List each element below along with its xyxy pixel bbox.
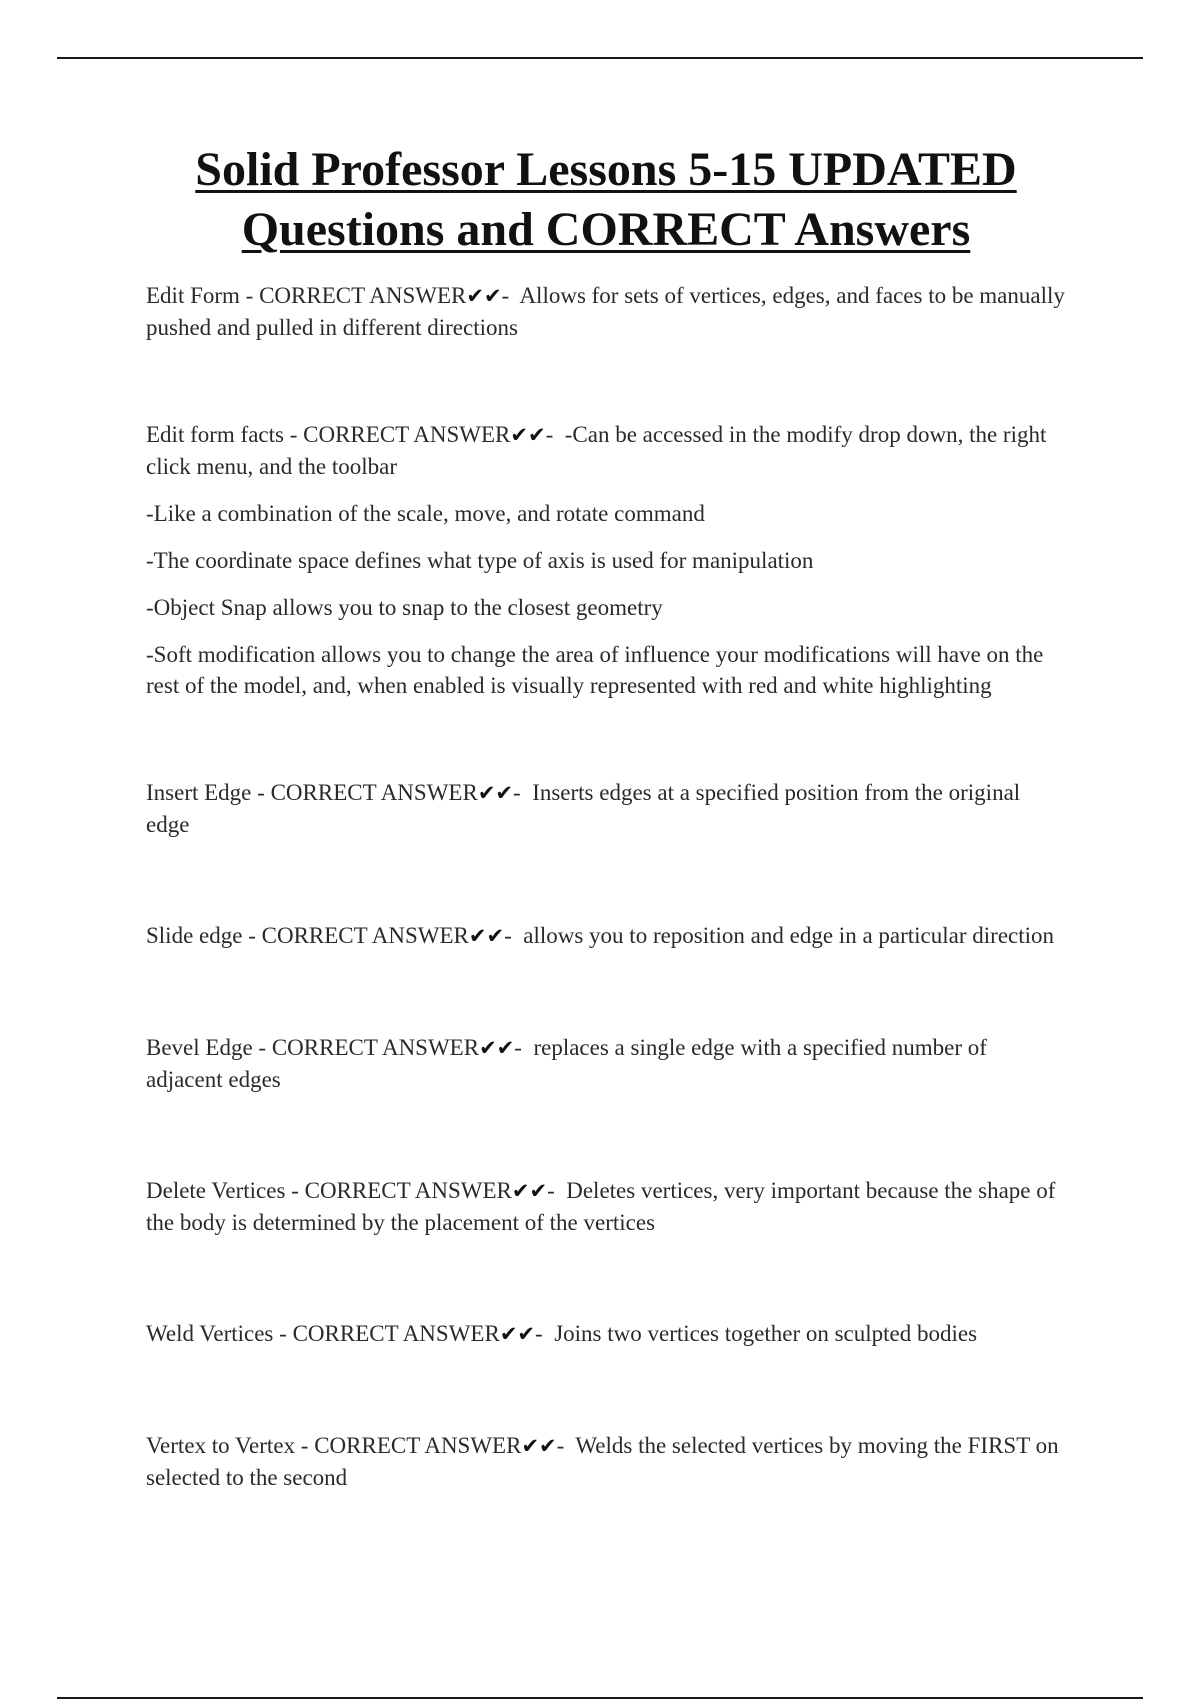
qa-entry-vertex-to-vertex: Vertex to Vertex - CORRECT ANSWER✔✔- Welds the selected vertices by moving the FIRST on selected to the second	[146, 1433, 1065, 1490]
entry-definition: replaces a single edge with a specified number of adjacent edges	[146, 1035, 993, 1092]
qa-entry-edit-form-facts: Edit form facts - CORRECT ANSWER✔✔- -Can be accessed in the modify drop down, the right click menu, and the toolbar -Like a combination of the scale, move, and rotate command -The coordinate space defines what type of axis is used for manipulation -Object Snap allows you to snap to the closest geometry -Soft modification allows you to change the area of influence your modifications will have on the rest of the model, and, when enabled is visually represented with red and white highlighting	[146, 419, 1066, 701]
checkmark-icon: ✔✔	[510, 423, 546, 447]
answer-label: CORRECT ANSWER	[292, 1321, 500, 1346]
entry-definition: Allows for sets of vertices, edges, and faces to be manually pushed and pulled in different directions	[146, 283, 1071, 340]
checkmark-icon: ✔✔	[466, 284, 502, 308]
checkmark-icon: ✔✔	[499, 1322, 536, 1346]
entry-term: Bevel Edge	[146, 1035, 253, 1060]
entry-definition: Welds the selected vertices by moving the FIRST on selected to the second	[146, 1433, 1065, 1490]
fact-paragraph: -The coordinate space defines what type of axis is used for manipulation	[146, 548, 814, 573]
answer-label: CORRECT ANSWER	[259, 283, 467, 308]
checkmark-icon: ✔✔	[468, 924, 505, 948]
qa-entry-weld-vertices: Weld Vertices - CORRECT ANSWER✔✔- Joins two vertices together on sculpted bodies	[146, 1321, 978, 1346]
answer-label: CORRECT ANSWER	[261, 923, 469, 948]
top-rule	[57, 57, 1143, 59]
entry-definition: -Can be accessed in the modify drop down, the right click menu, and the toolbar	[146, 422, 1053, 479]
checkmark-icon: ✔✔	[479, 1036, 515, 1060]
qa-entry-edit-form: Edit Form - CORRECT ANSWER✔✔- Allows for sets of vertices, edges, and faces to be manually pushed and pulled in different directions	[146, 283, 1071, 340]
document-title	[146, 140, 1066, 260]
entry-term: Slide edge	[146, 923, 243, 948]
bottom-rule	[57, 1697, 1143, 1699]
answer-label: CORRECT ANSWER	[270, 780, 478, 805]
document-page	[146, 140, 1071, 1509]
entry-term: Vertex to Vertex	[146, 1433, 296, 1458]
entry-term: Weld Vertices	[146, 1321, 274, 1346]
qa-entry-bevel-edge: Bevel Edge - CORRECT ANSWER✔✔- replaces a single edge with a specified number of adjacent edges	[146, 1035, 993, 1092]
fact-paragraph: -Soft modification allows you to change the area of influence your modifications will have on the rest of the model, and, when enabled is visually represented with red and white highlighting	[146, 642, 1044, 698]
entry-term: Edit form facts	[146, 422, 284, 447]
answer-label: CORRECT ANSWER	[271, 1035, 480, 1060]
answer-label: CORRECT ANSWER	[304, 1178, 512, 1203]
checkmark-icon: ✔✔	[511, 1179, 548, 1203]
answer-label: CORRECT ANSWER	[303, 422, 511, 447]
entry-term: Insert Edge	[146, 780, 252, 805]
checkmark-icon: ✔✔	[521, 1434, 557, 1458]
checkmark-icon: ✔✔	[477, 781, 514, 805]
fact-paragraph: -Object Snap allows you to snap to the closest geometry	[146, 595, 663, 620]
entry-definition: Inserts edges at a specified position from the original edge	[146, 780, 1026, 837]
answer-label: CORRECT ANSWER	[314, 1433, 522, 1458]
title-line-2: Questions and CORRECT Answers	[241, 203, 971, 256]
entry-definition: Deletes vertices, very important because the shape of the body is determined by the placement of the vertices	[146, 1178, 1062, 1235]
entry-definition: allows you to reposition and edge in a particular direction	[523, 923, 1055, 948]
qa-entry-delete-vertices: Delete Vertices - CORRECT ANSWER✔✔- Deletes vertices, very important because the shape of the body is determined by the placement of the vertices	[146, 1178, 1062, 1235]
fact-paragraph: -Like a combination of the scale, move, and rotate command	[146, 501, 705, 526]
entry-definition: Joins two vertices together on sculpted bodies	[554, 1321, 978, 1346]
qa-entry-slide-edge: Slide edge - CORRECT ANSWER✔✔- allows you to reposition and edge in a particular direction	[146, 923, 1055, 948]
qa-entry-insert-edge: Insert Edge - CORRECT ANSWER✔✔- Inserts edges at a specified position from the original edge	[146, 780, 1026, 837]
entry-term: Edit Form	[146, 283, 240, 308]
title-line-1: Solid Professor Lessons 5-15 UPDATED	[195, 143, 1017, 196]
entry-term: Delete Vertices	[146, 1178, 286, 1203]
